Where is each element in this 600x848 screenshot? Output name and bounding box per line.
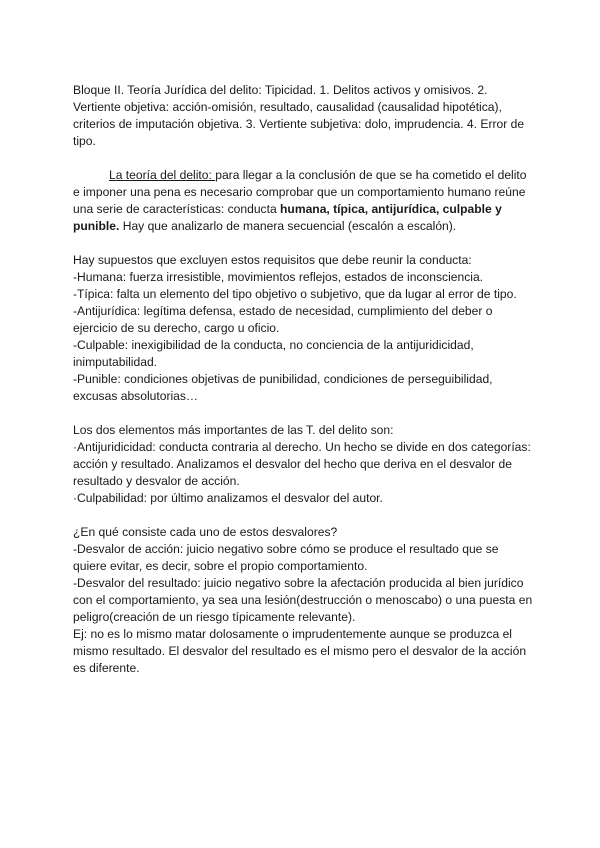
- requirement-item-punible: -Punible: condiciones objetivas de punibilidad, condiciones de perseguibilidad, excusas absolutorias…: [73, 372, 493, 403]
- theory-bold-traits: humana, típica, antijurídica, culpable y punible.: [73, 202, 502, 233]
- desvalor-item-resultado: -Desvalor del resultado: juicio negativo sobre la afectación producida al bien jurídico con el comportamiento, ya sea una lesión(destrucción o menoscabo) o una puesta en peligro(creación de un riesgo típicamente relevante).: [73, 576, 533, 624]
- theory-text-before: para llegar a la conclusión de que se ha cometido el delito e imponer una pena es necesario comprobar que un comportamiento humano reúne una serie de características: conducta: [73, 168, 527, 216]
- desvalores-section: [73, 524, 533, 677]
- requirements-intro: Hay supuestos que excluyen estos requisitos que debe reunir la conducta:: [73, 253, 472, 267]
- theory-text-after: Hay que analizarlo de manera secuencial (escalón a escalón).: [119, 219, 457, 233]
- elements-intro: Los dos elementos más importantes de las T. del delito son:: [73, 423, 394, 437]
- requirement-item-antijuridica: -Antijurídica: legítima defensa, estado de necesidad, cumplimiento del deber o ejercicio de su derecho, cargo u oficio.: [73, 304, 493, 335]
- elements-section: [73, 422, 533, 507]
- desvalores-question: ¿En qué consiste cada uno de estos desvalores?: [73, 525, 338, 539]
- theory-label: La teoría del delito:: [109, 168, 216, 182]
- theory-paragraph: [73, 167, 533, 235]
- desvalor-item-accion: -Desvalor de acción: juicio negativo sobre cómo se produce el resultado que se quiere evitar, es decir, sobre el propio comportamiento.: [73, 542, 499, 573]
- desvalor-example: Ej: no es lo mismo matar dolosamente o imprudentemente aunque se produzca el mismo resultado. El desvalor del resultado es el mismo pero el desvalor de la acción es diferente.: [73, 627, 527, 675]
- element-item-culpabilidad: ·Culpabilidad: por último analizamos el desvalor del autor.: [73, 491, 383, 505]
- requirements-section: [73, 252, 533, 405]
- requirement-item-culpable: -Culpable: inexigibilidad de la conducta, no conciencia de la antijuridicidad, inimputabilidad.: [73, 338, 474, 369]
- requirement-item-tipica: -Típica: falta un elemento del tipo objetivo o subjetivo, que da lugar al error de tipo.: [73, 287, 517, 301]
- block-heading: Bloque II. Teoría Jurídica del delito: Tipicidad. 1. Delitos activos y omisivos. 2. Vertiente objetiva: acción-omisión, resultado, causalidad (causalidad hipotética), criterios de imputación objetiva. 3. Vertiente subjetiva: dolo, imprudencia. 4. Error de tipo.: [73, 83, 525, 148]
- element-item-antijuridicidad: ·Antijuridicidad: conducta contraria al derecho. Un hecho se divide en dos categorías: acción y resultado. Analizamos el desvalor del hecho que deriva en el desvalor de resultado y desvalor de acción.: [73, 440, 531, 488]
- requirement-item-humana: -Humana: fuerza irresistible, movimientos reflejos, estados de inconsciencia.: [73, 270, 484, 284]
- document-body: [73, 82, 533, 677]
